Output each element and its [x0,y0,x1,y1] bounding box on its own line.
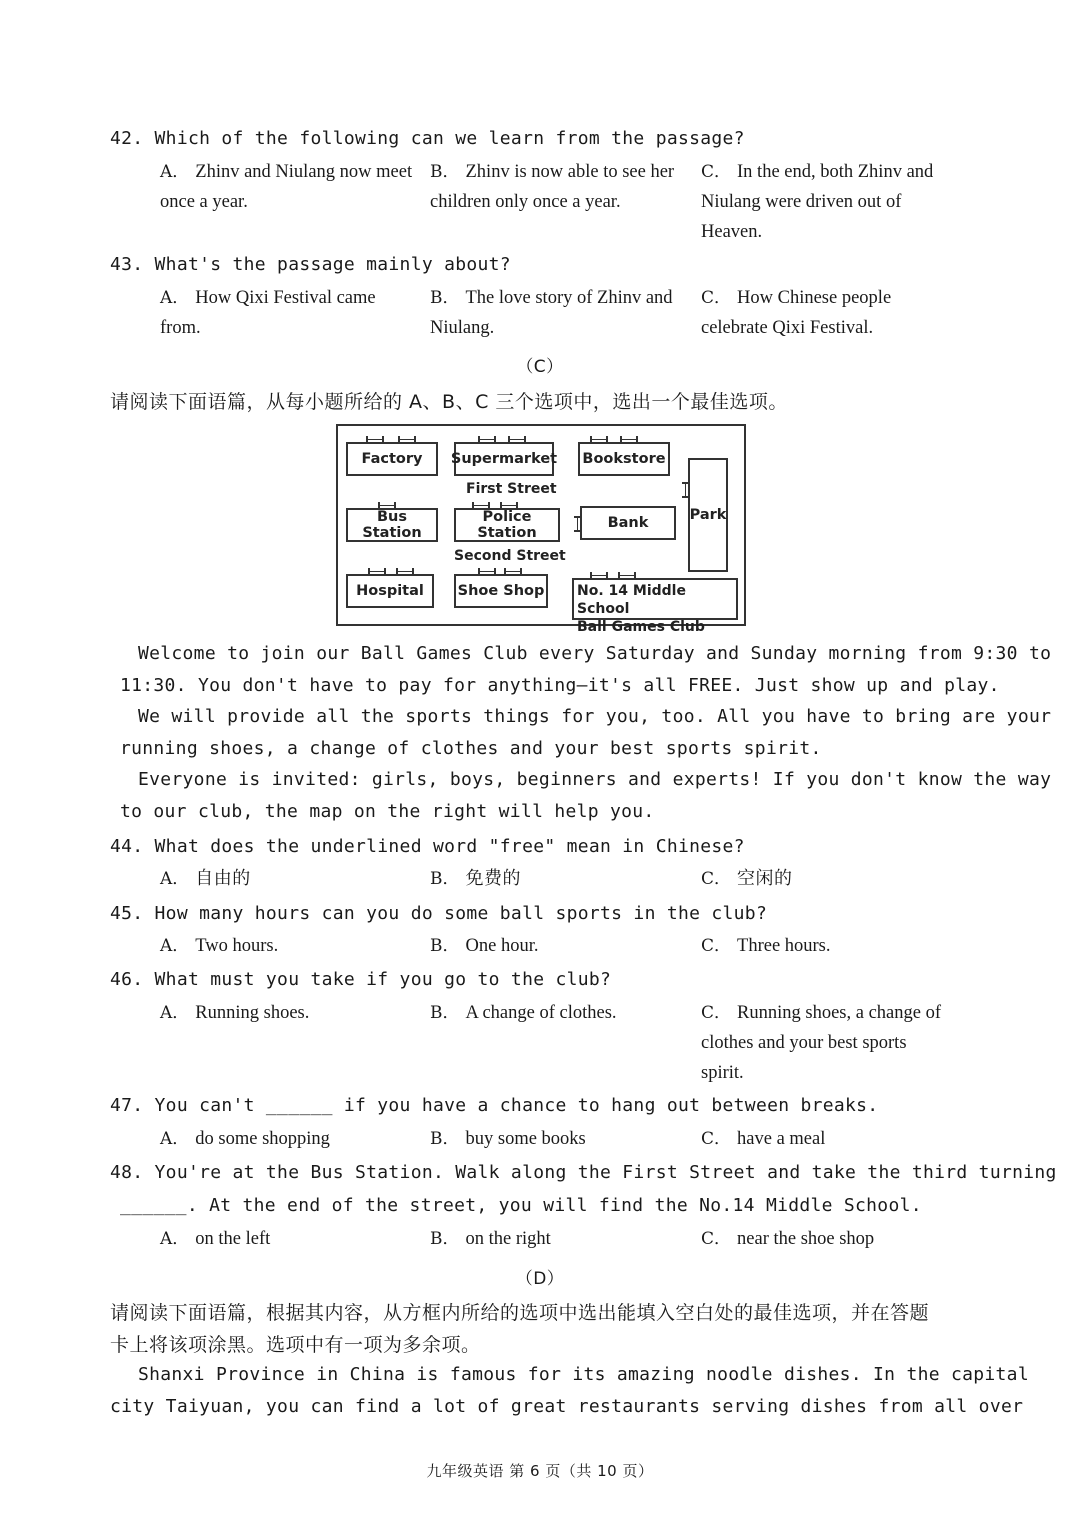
q48-option-a: A． on the left [160,1229,271,1249]
door-icon [366,436,384,444]
passage-c-p1-line1: Welcome to join our Ball Games Club every Saturday and Sunday morning from 9:30 to [138,643,1052,664]
map-second-street: Second Street [454,548,566,564]
map-park: Park [688,458,728,572]
door-icon [472,502,490,510]
q47-option-b: B． buy some books [430,1129,586,1149]
q43-option-b: B． The love story of Zhinv and Niulang. [430,288,673,338]
door-icon [620,436,638,444]
q42-option-c: C． In the end, both Zhinv and Niulang were driven out of Heaven. [701,162,934,242]
map-first-street: First Street [466,481,557,497]
door-icon [504,568,522,576]
map-figure [336,424,746,635]
q42-option-a: A． Zhinv and Niulang now meet once a year. [160,162,413,212]
door-icon [396,568,414,576]
question-48-line1: 48. You're at the Bus Station. Walk along the First Street and take the third turning [110,1162,1057,1183]
door-icon [618,572,636,580]
q43-option-a: A． How Qixi Festival came from. [160,288,376,338]
question-46: 46. What must you take if you go to the club? [110,969,612,990]
passage-d-line2: city Taiyuan, you can find a lot of great restaurants serving dishes from all over [110,1396,1024,1417]
q47-option-c: C． have a meal [701,1129,826,1149]
map-factory: Factory [346,442,438,476]
door-icon [574,516,582,532]
section-d-instruction-line2: 卡上将该项涂黑。选项中有一项为多余项。 [110,1334,481,1356]
q44-option-b: B． 免费的 [430,868,521,889]
section-d-heading: （D） [515,1269,565,1289]
question-43: 43. What's the passage mainly about? [110,254,511,275]
door-icon [590,436,608,444]
q43-option-c: C． How Chinese people celebrate Qixi Festival. [701,288,892,338]
question-44: 44. What does the underlined word "free" mean in Chinese? [110,836,745,857]
door-icon [478,568,496,576]
map-hospital: Hospital [346,574,434,608]
passage-c-p2-line2: running shoes, a change of clothes and your best sports spirit. [120,738,822,759]
q45-option-a: A． Two hours. [160,936,279,956]
question-48-line2: ______. At the end of the street, you will find the No.14 Middle School. [120,1195,922,1216]
passage-c-p2-line1: We will provide all the sports things for you, too. All you have to bring are your [138,706,1052,727]
q47-option-a: A． do some shopping [160,1129,330,1149]
map-bank: Bank [580,506,676,540]
door-icon [590,572,608,580]
map-supermarket: Supermarket [454,442,554,476]
map-middle-school [572,578,738,635]
q48-option-c: C． near the shoe shop [701,1229,875,1249]
map-bus-station: Bus Station [346,508,438,542]
question-47: 47. You can't ______ if you have a chance to hang out between breaks. [110,1095,879,1116]
map-bookstore: Bookstore [578,442,670,476]
map-police-station: Police Station [454,508,560,542]
passage-c-p1-line2: 11:30. You don't have to pay for anything—it's all FREE. Just show up and play. [120,675,1000,696]
q48-option-b: B． on the right [430,1229,551,1249]
q46-option-a: A． Running shoes. [160,1003,310,1023]
map-club-name: Ball Games Club [577,619,705,635]
passage-d-line1: Shanxi Province in China is famous for its amazing noodle dishes. In the capital [138,1364,1029,1385]
q45-option-b: B． One hour. [430,936,539,956]
question-42: 42. Which of the following can we learn from the passage? [110,128,745,149]
section-c-heading: （C） [516,357,564,377]
q46-option-c: C． Running shoes, a change of clothes and your best sports spirit. [701,1003,941,1083]
door-icon [682,482,690,498]
door-icon [378,502,396,510]
question-45: 45. How many hours can you do some ball sports in the club? [110,903,768,924]
map-school-name: No. 14 Middle School [577,583,686,617]
q44-option-c: C． 空闲的 [701,868,793,889]
q45-option-c: C． Three hours. [701,936,831,956]
passage-c-p3-line1: Everyone is invited: girls, boys, beginners and experts! If you don't know the way [138,769,1052,790]
q46-option-b: B． A change of clothes. [430,1003,617,1023]
q42-option-b: B． Zhinv is now able to see her children only once a year. [430,162,675,212]
map-shoe-shop: Shoe Shop [454,574,548,608]
door-icon [500,502,518,510]
door-icon [368,568,386,576]
page-footer: 九年级英语 第 6 页（共 10 页） [426,1462,654,1480]
door-icon [508,436,526,444]
passage-c-p3-line2: to our club, the map on the right will help you. [120,801,655,822]
section-c-instruction: 请阅读下面语篇，从每小题所给的 A、B、C 三个选项中，选出一个最佳选项。 [110,391,788,413]
door-icon [478,436,496,444]
section-d-instruction-line1: 请阅读下面语篇，根据其内容，从方框内所给的选项中选出能填入空白处的最佳选项，并在答题 [110,1302,930,1324]
q44-option-a: A． 自由的 [160,868,251,889]
door-icon [398,436,416,444]
